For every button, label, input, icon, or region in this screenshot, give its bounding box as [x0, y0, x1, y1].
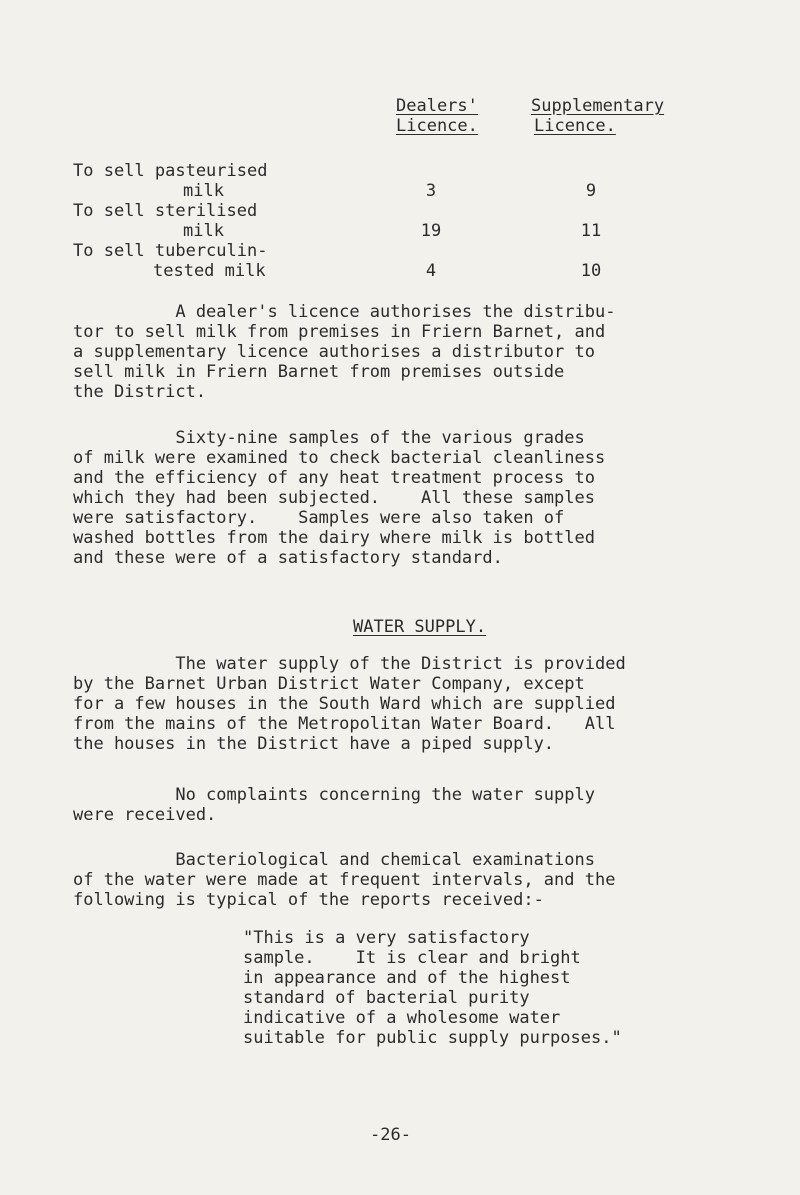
table-cell-dealers: 4	[425, 261, 437, 281]
section-title: WATER SUPPLY.	[353, 617, 487, 637]
table-row-label: To sell sterilised	[73, 201, 258, 221]
table-cell-supplementary: 10	[580, 261, 602, 281]
table-cell-supplementary: 9	[585, 181, 597, 201]
paragraph-milk-samples: Sixty-nine samples of the various grades of milk were examined to check bacterial cleanliness and the efficiency of any heat treatment process to which they had been subjected. All these samples were satisfactory. Samples were also taken of washed bottles from the dairy where milk is bottled and these were of a satisfactory standard.	[73, 428, 606, 568]
table-cell-supplementary: 11	[580, 221, 602, 241]
report-quote: "This is a very satisfactory sample. It is clear and bright in appearance and of the highest standard of bacterial purity indicative of a wholesome water suitable for public supply purposes."	[243, 928, 622, 1048]
table-row-label: milk	[183, 221, 224, 241]
page-number: -26-	[370, 1125, 411, 1145]
table-row-label: To sell pasteurised	[73, 161, 268, 181]
table-cell-dealers: 3	[425, 181, 437, 201]
dealers-header-line2: Licence.	[396, 116, 478, 136]
dealers-header-line1: Dealers'	[396, 96, 478, 116]
table-row-label: milk	[183, 181, 224, 201]
supplementary-header-line1: Supplementary	[531, 96, 665, 116]
paragraph-complaints: No complaints concerning the water supply were received.	[73, 785, 595, 825]
table-cell-dealers: 19	[420, 221, 442, 241]
paragraph-water-supply: The water supply of the District is provided by the Barnet Urban District Water Company, except for a few houses in the South Ward which are supplied from the mains of the Metropolitan Water Board. All the houses in the District have a piped supply.	[73, 654, 626, 754]
paragraph-dealer-licence: A dealer's licence authorises the distribu- tor to sell milk from premises in Friern Barnet, and a supplementary licence authorises a distributor to sell milk in Friern Barnet from premises outside the District.	[73, 302, 616, 402]
supplementary-header-line2: Licence.	[534, 116, 616, 136]
paragraph-examinations: Bacteriological and chemical examinations of the water were made at frequent intervals, and the following is typical of the reports received:-	[73, 850, 616, 910]
table-row-label: tested milk	[153, 261, 266, 281]
table-row-label: To sell tuberculin-	[73, 241, 268, 261]
